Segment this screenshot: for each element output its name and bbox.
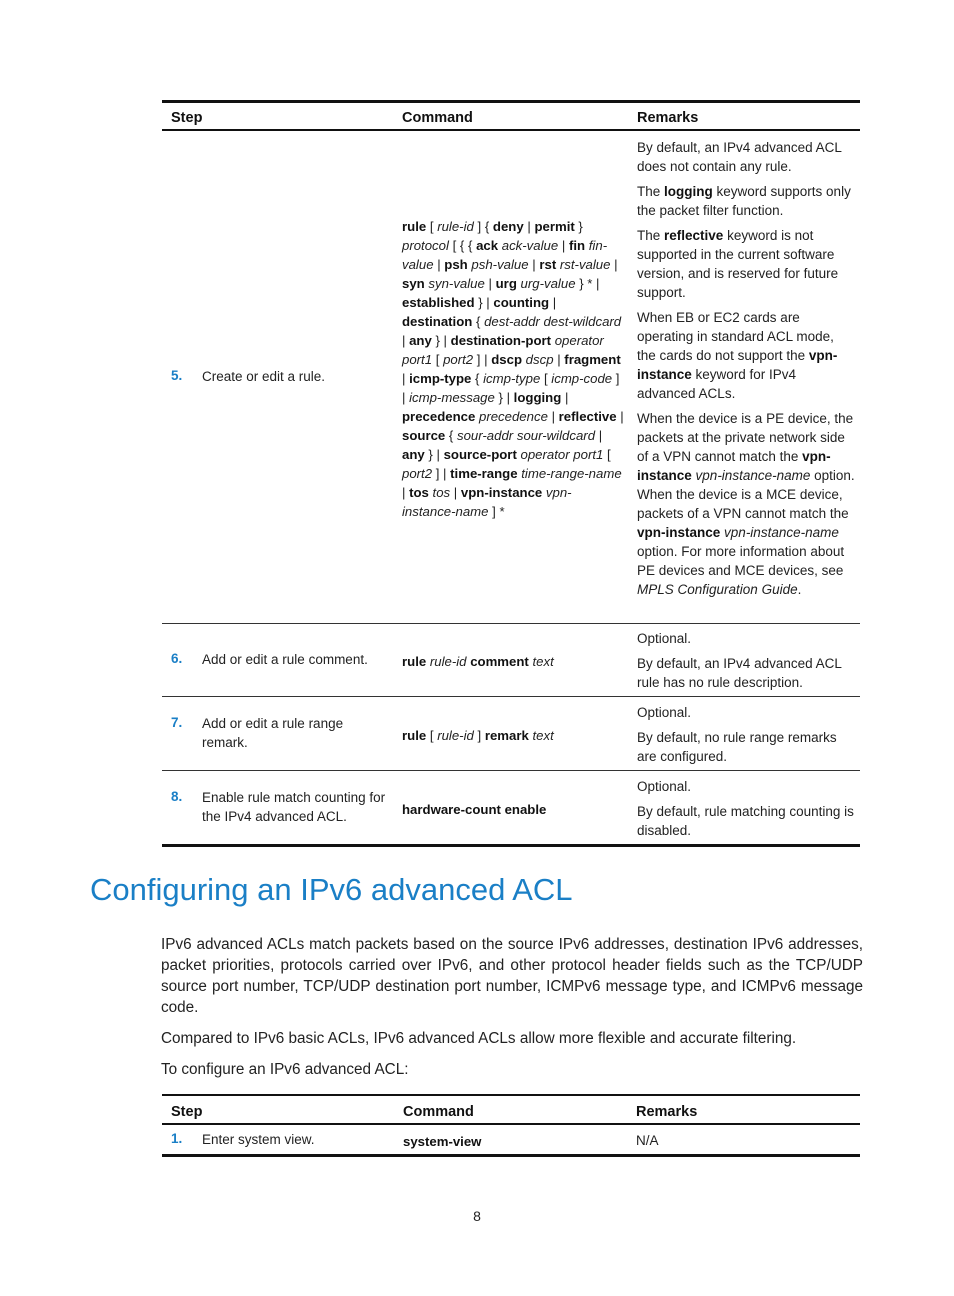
remark-paragraph: Optional. (637, 705, 692, 720)
row-divider (162, 696, 860, 697)
step-number: 6. (171, 651, 183, 666)
table-header-rule (162, 1123, 860, 1125)
step-description: Create or edit a rule. (202, 369, 326, 384)
step-description: Enter system view. (202, 1132, 315, 1147)
table-top-rule (162, 100, 860, 103)
remark-paragraph: Optional. (637, 631, 692, 646)
step-description: Enable rule match counting for the IPv4 advanced ACL. (202, 790, 386, 824)
column-header-step: Step (171, 110, 203, 126)
remark-paragraph: By default, rule matching counting is disabled. (637, 804, 854, 838)
remark-paragraph: By default, an IPv4 advanced ACL does not contain any rule. (637, 140, 842, 174)
row-divider (162, 623, 860, 624)
remark-paragraph: The reflective keyword is not supported in the current software version, and is reserved for future support. (637, 228, 839, 300)
command-syntax: hardware-count enable (402, 802, 547, 817)
command-syntax: rule rule-id comment text (402, 654, 554, 669)
step-number: 7. (171, 715, 183, 730)
remark-paragraph: By default, no rule range remarks are configured. (637, 730, 837, 764)
step-description: Add or edit a rule comment. (202, 652, 368, 667)
remarks (637, 703, 855, 772)
paragraph: Compared to IPv6 basic ACLs, IPv6 advanced ACLs allow more flexible and accurate filtering. (161, 1030, 797, 1047)
step-number: 8. (171, 789, 183, 804)
command-syntax: system-view (403, 1134, 482, 1149)
remarks (637, 629, 855, 698)
command-syntax: rule [ rule-id ] { deny | permit } protocol [ { { ack ack-value | fin fin-value | psh psh-value | rst rst-value | syn syn-value | urg urg-value } * | established } | counting | destination { dest-addr dest-wildcard | any } | destination-port operator port1 [ port2 ] | dscp dscp | fragment | icmp-type { icmp-type [ icmp-code ] | icmp-message } | logging | precedence precedence | reflective | source { sour-addr sour-wildcard | any } | source-port operator port1 [ port2 ] | time-range time-range-name | tos tos | vpn-instance vpn-instance-name ] * (402, 219, 624, 519)
step-number: 5. (171, 368, 183, 383)
remark-paragraph: By default, an IPv4 advanced ACL rule has no rule description. (637, 656, 842, 690)
table-bottom-rule (162, 1154, 860, 1157)
column-header-remarks: Remarks (637, 110, 699, 126)
page-number: 8 (473, 1208, 481, 1224)
command-syntax: rule [ rule-id ] remark text (402, 728, 554, 743)
column-header-remarks: Remarks (636, 1104, 698, 1120)
column-header-command: Command (403, 1104, 474, 1120)
remark-paragraph: When the device is a PE device, the packets at the private network side of a VPN cannot match the vpn-instance vpn-instance-name option. When the device is a MCE device, packets of a VPN cannot match the vpn-instance vpn-instance-name option. For more information about PE devices and MCE devices, see MPLS Configuration Guide. (637, 411, 855, 597)
column-header-step: Step (171, 1104, 203, 1120)
step-description: Add or edit a rule range remark. (202, 716, 344, 750)
row-divider (162, 770, 860, 771)
section-heading: Configuring an IPv6 advanced ACL (90, 872, 573, 907)
step-number: 1. (171, 1131, 183, 1146)
remarks (637, 138, 855, 605)
table-top-rule (162, 1094, 860, 1096)
remark-paragraph: The logging keyword supports only the packet filter function. (637, 184, 851, 218)
remarks (637, 777, 855, 846)
remark-paragraph: Optional. (637, 779, 692, 794)
table-header-rule (162, 129, 860, 131)
table-bottom-rule (162, 844, 860, 847)
paragraph: IPv6 advanced ACLs match packets based on the source IPv6 addresses, destination IPv6 addresses, packet priorities, protocols carried over IPv6, and other protocol header fields such as the TCP/UDP source port number, TCP/UDP destination port number, ICMPv6 message type, and ICMPv6 message code. (161, 936, 863, 1016)
remarks: N/A (636, 1133, 659, 1148)
column-header-command: Command (402, 110, 473, 126)
paragraph: To configure an IPv6 advanced ACL: (161, 1061, 409, 1078)
remark-paragraph: When EB or EC2 cards are operating in standard ACL mode, the cards do not support the vpn-instance keyword for IPv4 advanced ACLs. (637, 310, 838, 401)
